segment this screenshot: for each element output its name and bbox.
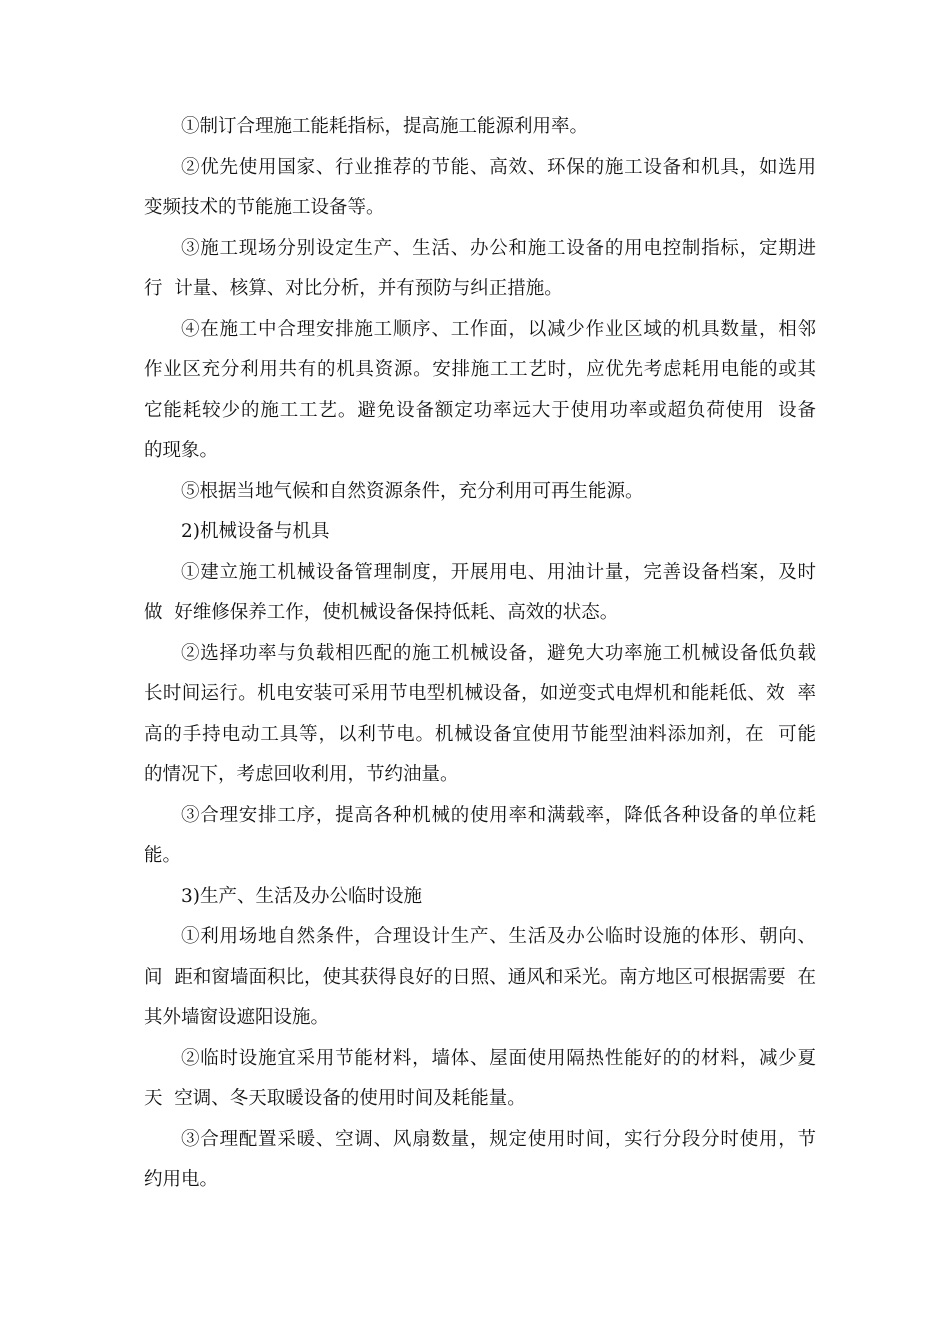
paragraph-process-arrangement: [144, 796, 816, 877]
text-line: ③施工现场分别设定生产、生活、办公和施工设备的用电控制指标，定期进: [181, 237, 816, 259]
paragraph-construction-sequence: [144, 310, 816, 472]
paragraph-energy-saving-materials: [144, 1039, 816, 1120]
text-line: ①利用场地自然条件，合理设计生产、生活及办公临时设施的体形、朝向、: [181, 926, 816, 947]
text-line: 的情况下，考虑回收利用，节约油量。: [144, 764, 459, 785]
text-line: 做 好维修保养工作，使机械设备保持低耗、高效的状态。: [144, 602, 619, 623]
paragraph-hvac-configuration: [144, 1120, 816, 1201]
text-line: 作业区充分利用共有的机具资源。安排施工工艺时，应优先考虑耗用电能的或其: [144, 359, 816, 380]
text-line: 的现象。: [144, 440, 219, 461]
text-line: 高的手持电动工具等，以利节电。机械设备宜使用节能型油料添加剂，在 可能: [144, 723, 816, 745]
text-line: ②选择功率与负载相匹配的施工机械设备，避免大功率施工机械设备低负载: [181, 642, 816, 664]
text-line: ②临时设施宜采用节能材料，墙体、屋面使用隔热性能好的的材料，减少夏: [181, 1047, 816, 1069]
text-line: 变频技术的节能施工设备等。: [144, 197, 385, 218]
document-body: [144, 107, 816, 1201]
text-line: ③合理配置采暖、空调、风扇数量，规定使用时间，实行分段分时使用，节: [181, 1128, 816, 1150]
text-line: ⑤根据当地气候和自然资源条件，充分利用可再生能源。: [181, 480, 644, 502]
text-line: 长时间运行。机电安装可采用节电型机械设备，如逆变式电焊机和能耗低、效 率: [144, 683, 816, 704]
text-line: 它能耗较少的施工工艺。避免设备额定功率远大于使用功率或超负荷使用 设备: [144, 399, 816, 421]
section-heading-machinery: [144, 512, 816, 553]
text-line: ①制订合理施工能耗指标，提高施工能源利用率。: [181, 116, 589, 137]
text-line: ②优先使用国家、行业推荐的节能、高效、环保的施工设备和机具，如选用: [181, 156, 816, 178]
text-line: ③合理安排工序，提高各种机械的使用率和满载率，降低各种设备的单位耗: [181, 804, 816, 826]
text-line: ①建立施工机械设备管理制度，开展用电、用油计量，完善设备档案，及时: [181, 561, 816, 583]
text-line: 间 距和窗墙面积比，使其获得良好的日照、通风和采光。南方地区可根据需要 在: [144, 966, 816, 988]
paragraph-machinery-management: [144, 553, 816, 634]
paragraph-renewable-energy: [144, 472, 816, 513]
paragraph-machinery-selection: [144, 634, 816, 796]
paragraph-equipment-priority: [144, 148, 816, 229]
paragraph-site-conditions: [144, 917, 816, 1039]
text-line: 行 计量、核算、对比分析，并有预防与纠正措施。: [144, 278, 563, 299]
paragraph-energy-index: [144, 107, 816, 148]
text-line: 能。: [144, 845, 182, 866]
section-heading-temporary-facilities: [144, 877, 816, 918]
section-heading: 2)机械设备与机具: [181, 521, 330, 542]
text-line: ④在施工中合理安排施工顺序、工作面，以减少作业区域的机具数量，相邻: [181, 318, 816, 340]
section-heading: 3)生产、生活及办公临时设施: [181, 885, 422, 907]
text-line: 其外墙窗设遮阳设施。: [144, 1007, 330, 1028]
text-line: 约用电。: [144, 1169, 219, 1190]
text-line: 天 空调、冬天取暖设备的使用时间及耗能量。: [144, 1088, 526, 1109]
paragraph-power-control: [144, 229, 816, 310]
